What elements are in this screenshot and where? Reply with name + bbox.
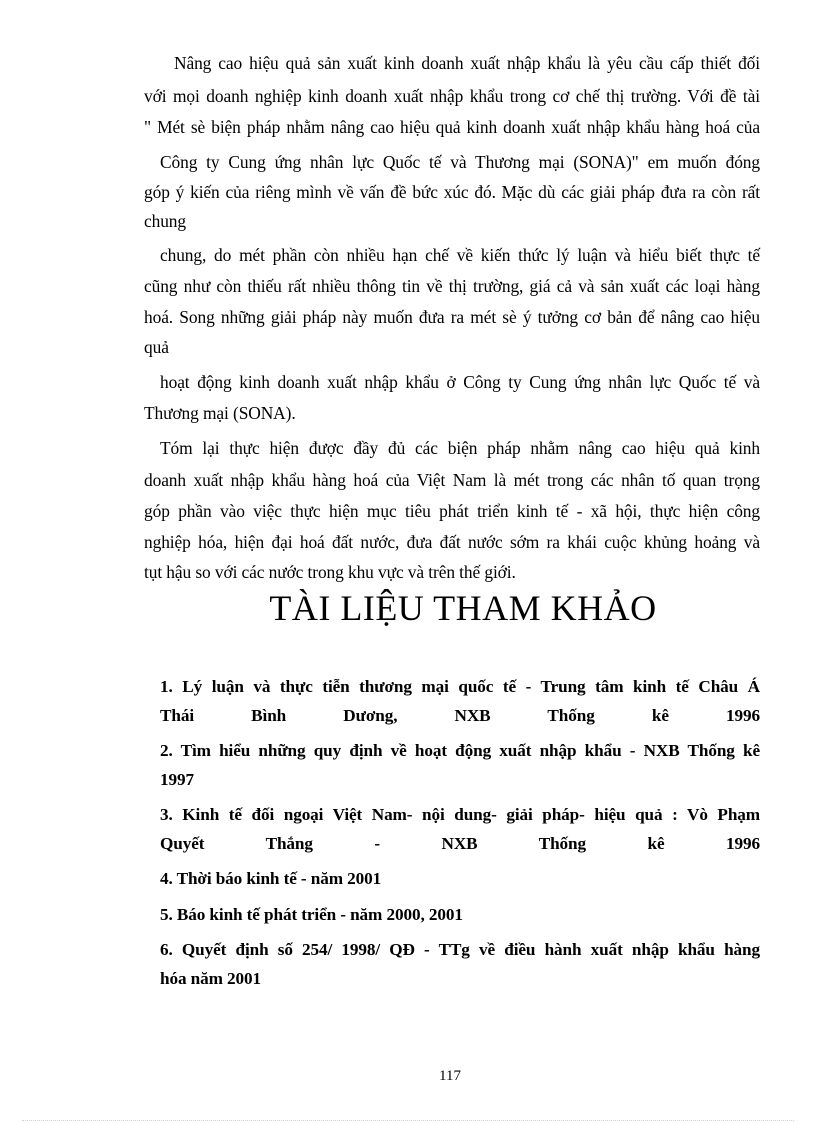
- para4-line-4: nghiệp hóa, hiện đại hoá đất nước, đưa đất nước sớm ra khái cuộc khủng hoảng và: [144, 532, 760, 552]
- page-bottom-divider: [22, 1120, 794, 1121]
- page-number: 117: [439, 1068, 461, 1084]
- para2-line-4: quả: [144, 337, 169, 357]
- reference-3-line-1: 3. Kinh tế đối ngoại Việt Nam- nội dung- giải pháp- hiệu quả : Vò Phạm: [160, 805, 760, 824]
- reference-6-line-2: hóa năm 2001: [160, 969, 261, 988]
- para1-line-5: góp ý kiến của riêng mình về vấn đề bức xúc đó. Mặc dù các giải pháp đưa ra còn rất: [144, 182, 760, 202]
- para1-line-6: chung: [144, 211, 187, 231]
- reference-2-line-2: 1997: [160, 770, 194, 789]
- reference-3-line-2: Quyết Thắng - NXB Thống kê 1996: [160, 834, 760, 853]
- reference-5: 5. Báo kinh tế phát triển - năm 2000, 2001: [160, 905, 463, 924]
- reference-4: 4. Thời báo kinh tế - năm 2001: [160, 869, 382, 888]
- reference-1-line-2: Thái Bình Dương, NXB Thống kê 1996: [160, 706, 760, 725]
- para2-line-2: cũng như còn thiếu rất nhiều thông tin về thị trường, giá cả và sản xuất các loại hàng: [144, 276, 760, 296]
- para4-line-1: Tóm lại thực hiện được đầy đủ các biện pháp nhằm nâng cao hiệu quả kinh: [160, 438, 760, 458]
- para3-line-1: hoạt động kinh doanh xuất nhập khẩu ở Công ty Cung ứng nhân lực Quốc tế và: [160, 372, 760, 392]
- references-title: TÀI LIỆU THAM KHẢO: [269, 588, 657, 628]
- reference-1-line-1: 1. Lý luận và thực tiễn thương mại quốc tế - Trung tâm kinh tế Châu Á: [160, 677, 760, 696]
- para4-line-5: tụt hậu so với các nước trong khu vực và trên thế giới.: [144, 562, 516, 582]
- reference-2-line-1: 2. Tìm hiểu những quy định về hoạt động xuất nhập khẩu - NXB Thống kê: [160, 741, 760, 760]
- para4-line-2: doanh xuất nhập khẩu hàng hoá của Việt Nam là mét trong các nhân tố quan trọng: [144, 470, 760, 490]
- para1-line-1: Nâng cao hiệu quả sản xuất kinh doanh xuất nhập khẩu là yêu cầu cấp thiết đối: [174, 53, 760, 73]
- para3-line-2: Thương mại (SONA).: [144, 403, 296, 423]
- para2-line-1: chung, do mét phần còn nhiều hạn chế về kiến thức lý luận và hiểu biết thực tế: [160, 245, 760, 265]
- para1-line-2: với mọi doanh nghiệp kinh doanh xuất nhập khẩu trong cơ chế thị trường. Với đề tài: [144, 86, 760, 106]
- para1-line-4: Công ty Cung ứng nhân lực Quốc tế và Thương mại (SONA)" em muốn đóng: [160, 152, 760, 172]
- para4-line-3: góp phần vào việc thực hiện mục tiêu phát triển kinh tế - xã hội, thực hiện công: [144, 501, 760, 521]
- reference-6-line-1: 6. Quyết định số 254/ 1998/ QĐ - TTg về điều hành xuất nhập khẩu hàng: [160, 940, 760, 959]
- para2-line-3: hoá. Song những giải pháp này muốn đưa ra mét sè ý tưởng cơ bản để nâng cao hiệu: [144, 307, 760, 327]
- para1-line-3: " Mét sè biện pháp nhằm nâng cao hiệu quả kinh doanh xuất nhập khẩu hàng hoá của: [144, 117, 760, 137]
